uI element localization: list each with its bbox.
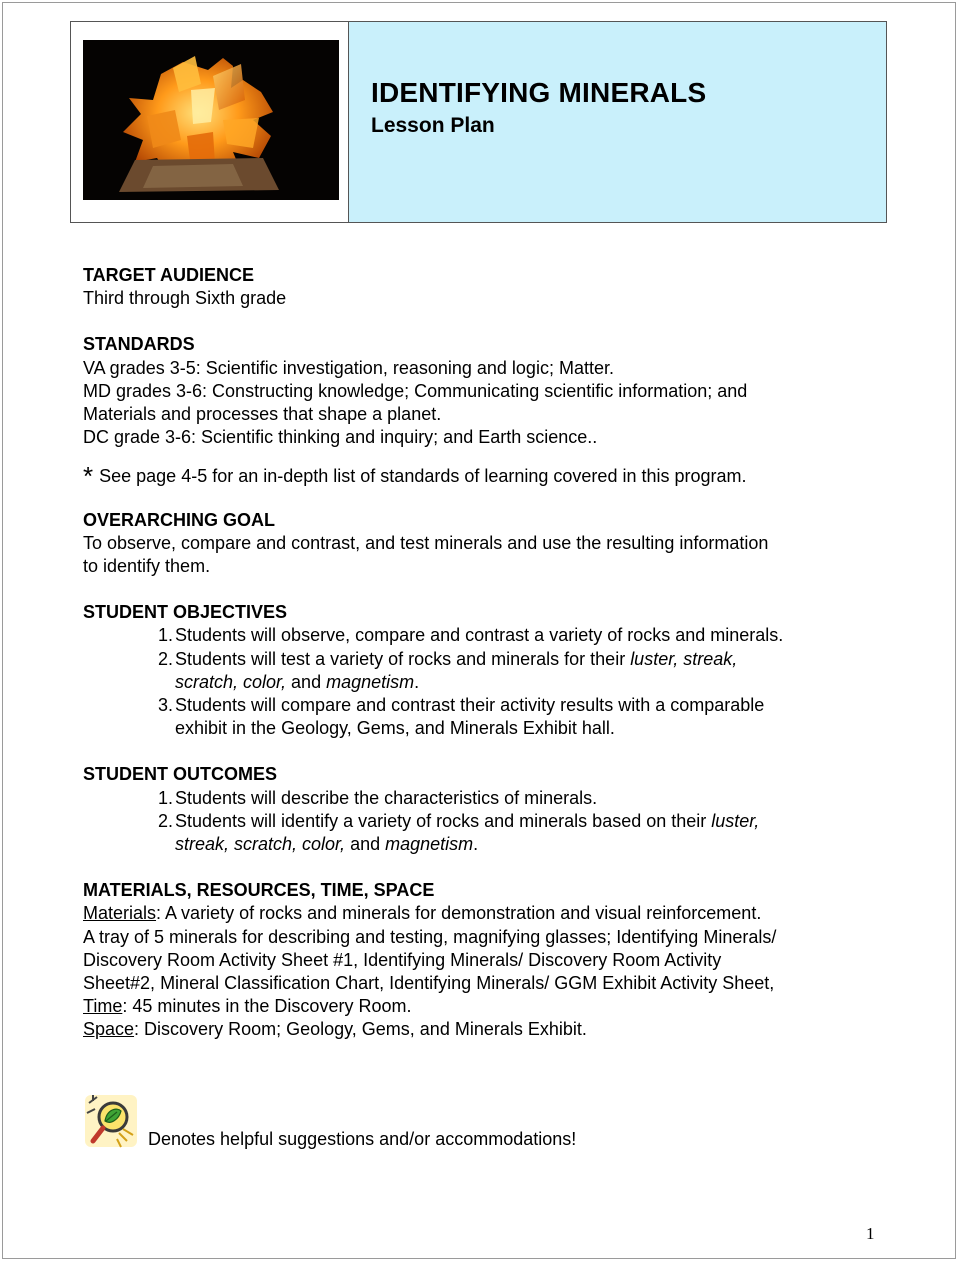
time-label: Time — [83, 996, 123, 1017]
list-item — [83, 694, 883, 740]
list-item-text: Students will observe, compare and contrast a variety of rocks and minerals. — [175, 625, 784, 646]
target-audience-heading: TARGET AUDIENCE — [83, 265, 254, 285]
list-item — [83, 648, 883, 694]
materials-line: Discovery Room Activity Sheet #1, Identifying Minerals/ Discovery Room Activity — [83, 949, 722, 970]
asterisk-icon: * — [83, 461, 94, 492]
header-table — [70, 21, 887, 223]
page-number: 1 — [866, 1224, 875, 1243]
target-audience-text: Third through Sixth grade — [83, 288, 287, 309]
goal-line: to identify them. — [83, 556, 211, 577]
list-item — [83, 787, 883, 810]
objectives-list — [83, 624, 883, 740]
list-item-text: Students will identify a variety of rocks and minerals based on their luster, streak, scratch, color, and magnetism. — [175, 810, 760, 855]
suggestion-note — [83, 1093, 783, 1153]
list-item — [83, 624, 883, 647]
mineral-crystal-photo — [83, 40, 339, 200]
page-title: IDENTIFYING MINERALS — [371, 77, 707, 108]
objectives-heading: STUDENT OBJECTIVES — [83, 602, 288, 623]
outcomes-list — [83, 787, 883, 857]
list-item-text: Students will describe the characteristics of minerals. — [175, 787, 598, 808]
time-line: Time: 45 minutes in the Discovery Room. — [83, 996, 412, 1017]
standards-line: VA grades 3-5: Scientific investigation, reasoning and logic; Matter. — [83, 357, 614, 378]
list-number: 1. — [157, 625, 173, 646]
list-number: 3. — [157, 695, 173, 716]
magnifier-leaf-icon — [83, 1093, 139, 1149]
standards-line: MD grades 3-6: Constructing knowledge; Communicating scientific information; and — [83, 380, 748, 401]
list-item — [83, 810, 883, 856]
materials-line: Materials: A variety of rocks and minerals for demonstration and visual reinforcement. — [83, 903, 762, 924]
list-number: 2. — [157, 648, 173, 669]
outcomes-heading: STUDENT OUTCOMES — [83, 764, 278, 785]
suggestion-note-text: Denotes helpful suggestions and/or accommodations! — [148, 1129, 577, 1149]
materials-line: Sheet#2, Mineral Classification Chart, Identifying Minerals/ GGM Exhibit Activity Sheet, — [83, 973, 775, 994]
standards-heading: STANDARDS — [83, 334, 195, 355]
standards-line: DC grade 3-6: Scientific thinking and inquiry; and Earth science.. — [83, 427, 598, 448]
list-number: 1. — [157, 787, 173, 808]
materials-heading: MATERIALS, RESOURCES, TIME, SPACE — [83, 880, 435, 901]
lesson-content — [83, 264, 883, 1042]
space-line: Space: Discovery Room; Geology, Gems, and Minerals Exhibit. — [83, 1019, 587, 1040]
list-item-text: Students will test a variety of rocks and minerals for their luster, streak, scratch, color, and magnetism. — [175, 648, 738, 692]
standards-note — [83, 461, 883, 492]
goal-line: To observe, compare and contrast, and test minerals and use the resulting information — [83, 532, 769, 553]
page-subtitle: Lesson Plan — [371, 114, 495, 137]
goal-heading: OVERARCHING GOAL — [83, 509, 276, 530]
header-image-cell — [71, 22, 349, 222]
materials-line: A tray of 5 minerals for describing and testing, magnifying glasses; Identifying Minerals/ — [83, 926, 777, 947]
space-label: Space — [83, 1019, 135, 1040]
standards-note-text: See page 4-5 for an in-depth list of standards of learning covered in this program. — [99, 466, 747, 487]
standards-line: Materials and processes that shape a planet. — [83, 404, 442, 425]
list-number: 2. — [157, 810, 173, 831]
materials-label: Materials — [83, 903, 157, 924]
header-title-cell — [349, 22, 886, 222]
list-item-text: Students will compare and contrast their activity results with a comparable exhibit in the Geology, Gems, and Minerals Exhibit hall. — [175, 695, 765, 739]
